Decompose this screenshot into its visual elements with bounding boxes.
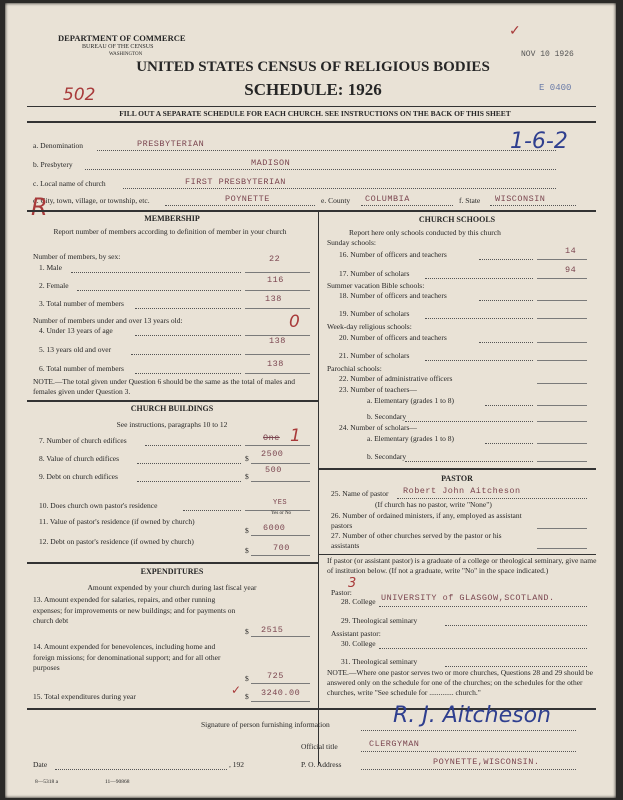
- signature-label: Signature of person furnishing information: [201, 720, 330, 729]
- q9-dollar: $: [245, 472, 249, 481]
- q4-value[interactable]: 0: [289, 312, 300, 332]
- q9-label: 9. Debt on church edifices: [39, 472, 118, 481]
- summer-label: Summer vacation Bible schools:: [327, 281, 425, 290]
- official-title-label: Official title: [301, 742, 338, 751]
- q28-label: 28. College: [341, 597, 376, 606]
- q17-value[interactable]: 94: [565, 265, 577, 275]
- q22-label: 22. Number of administrative officers: [339, 374, 453, 383]
- handwritten-code: 1-6-2: [510, 129, 568, 154]
- denomination-label: a. Denomination: [33, 141, 83, 150]
- q1-value[interactable]: 22: [269, 254, 281, 264]
- pastor-sub-label: Pastor:: [331, 588, 352, 597]
- q25-hint: (If church has no pastor, write "None"): [375, 500, 492, 509]
- po-address-value[interactable]: POYNETTE,WISCONSIN.: [433, 757, 540, 767]
- q25-label: 25. Name of pastor: [331, 489, 389, 498]
- assistant-sub-label: Assistant pastor:: [331, 629, 381, 638]
- dept-label: DEPARTMENT OF COMMERCE: [58, 33, 186, 43]
- q5-label: 5. 13 years old and over: [39, 345, 112, 354]
- county-value[interactable]: COLUMBIA: [365, 194, 410, 204]
- q8-value[interactable]: 2500: [261, 449, 284, 459]
- denomination-value[interactable]: PRESBYTERIAN: [137, 139, 205, 149]
- schools-intro: Report here only schools conducted by this church: [349, 228, 501, 237]
- q16-label: 16. Number of officers and teachers: [339, 250, 447, 259]
- expenditures-intro: Amount expended by your church during last fiscal year: [87, 583, 257, 592]
- q17-label: 17. Number of scholars: [339, 269, 410, 278]
- age-intro: Number of members under and over 13 years old:: [33, 316, 183, 325]
- q10-value[interactable]: YES: [273, 499, 288, 507]
- form-code: 8—5318 a: [35, 779, 59, 785]
- by-sex-label: Number of members, by sex:: [33, 252, 121, 261]
- q20-label: 20. Number of officers and teachers: [339, 333, 447, 342]
- q4-label: 4. Under 13 years of age: [39, 326, 113, 335]
- q29-label: 29. Theological seminary: [341, 616, 418, 625]
- q2-label: 2. Female: [39, 281, 69, 290]
- state-value[interactable]: WISCONSIN: [495, 194, 546, 204]
- q3-value[interactable]: 138: [265, 294, 282, 304]
- q11-label: 11. Value of pastor's residence (if owned by church): [39, 517, 195, 526]
- q10-hint: Yes or No: [271, 511, 292, 516]
- q25-value[interactable]: Robert John Aitcheson: [403, 486, 521, 496]
- membership-intro: Report number of members according to definition of member in your church: [53, 227, 287, 236]
- q26-label: 26. Number of ordained ministers, if any, employed as assistant pastors: [331, 511, 522, 530]
- q7-label: 7. Number of church edifices: [39, 436, 127, 445]
- membership-title: MEMBERSHIP: [144, 214, 200, 223]
- q23b-label: b. Secondary: [367, 412, 407, 421]
- membership-note: NOTE.—The total given under Question 6 should be the same as the total of males and females given under Question 3.: [33, 377, 296, 396]
- q2-value[interactable]: 116: [267, 275, 284, 285]
- q13-label: 13. Amount expended for salaries, repairs, and other running expenses; for improvements or new buildings; and for payments on church debt: [33, 595, 236, 625]
- q16-value[interactable]: 14: [565, 246, 577, 256]
- q27-label: 27. Number of other churches served by the pastor or his assistants: [331, 531, 502, 550]
- q8-label: 8. Value of church edifices: [39, 454, 120, 463]
- q10-label: 10. Does church own pastor's residence: [39, 501, 158, 510]
- q13-value[interactable]: 2515: [261, 625, 284, 635]
- handwritten-number: 502: [63, 85, 96, 105]
- q14-value[interactable]: 725: [267, 671, 284, 681]
- q8-dollar: $: [245, 454, 249, 463]
- check-mark-icon: ✓: [509, 24, 521, 39]
- q27-value[interactable]: 3: [348, 576, 357, 591]
- q14-label: 14. Amount expended for benevolences, including home and foreign missions; for denominational support; and for all other purposes: [33, 642, 221, 672]
- page-title: UNITED STATES CENSUS OF RELIGIOUS BODIES: [136, 59, 490, 75]
- date-label: Date: [33, 760, 48, 769]
- date-year: , 192: [229, 760, 244, 769]
- page-subtitle: SCHEDULE: 1926: [244, 80, 382, 99]
- q3-label: 3. Total number of members: [39, 299, 124, 308]
- presbytery-value[interactable]: MADISON: [251, 158, 291, 168]
- official-title-value[interactable]: CLERGYMAN: [369, 739, 420, 749]
- instruction-banner: FILL OUT A SEPARATE SCHEDULE FOR EACH CHURCH. SEE INSTRUCTIONS ON THE BACK OF THIS SHEET: [119, 109, 511, 118]
- city-value[interactable]: POYNETTE: [225, 194, 270, 204]
- q23a-label: a. Elementary (grades 1 to 8): [367, 396, 455, 405]
- pastor-title: PASTOR: [441, 474, 473, 483]
- q7-hand-value: 1: [290, 426, 301, 446]
- expenditures-title: EXPENDITURES: [140, 567, 204, 576]
- buildings-intro: See instructions, paragraphs 10 to 12: [116, 420, 228, 429]
- q24b-label: b. Secondary: [367, 452, 407, 461]
- q30-label: 30. College: [341, 639, 376, 648]
- q6-value[interactable]: 138: [267, 359, 284, 369]
- weekday-label: Week-day religious schools:: [327, 322, 412, 331]
- graduate-note: If pastor (or assistant pastor) is a graduate of a college or theological seminary, give name of institution below. (If not a graduate, write "No" in the space indicated.): [327, 556, 597, 575]
- pastor-note: NOTE.—Where one pastor serves two or more churches, Questions 28 and 29 should be answered only on the schedule for one of the churches; on the schedules for the other churches, write "See schedule for ............. church.": [327, 668, 593, 697]
- parochial-label: Parochial schools:: [327, 364, 382, 373]
- check-mark-icon: ✓: [231, 683, 242, 697]
- buildings-title: CHURCH BUILDINGS: [130, 404, 214, 413]
- stamp-code: E 0400: [539, 83, 572, 93]
- po-address-label: P. O. Address: [301, 760, 342, 769]
- q24a-label: a. Elementary (grades 1 to 8): [367, 434, 455, 443]
- margin-mark: R: [31, 193, 48, 221]
- q12-dollar: $: [245, 546, 249, 555]
- schools-title: CHURCH SCHOOLS: [418, 215, 496, 224]
- state-label: f. State: [459, 196, 481, 205]
- q15-value[interactable]: 3240.00: [261, 688, 301, 698]
- q23-label: 23. Number of teachers—: [339, 385, 417, 394]
- city-label: WASHINGTON: [109, 52, 143, 57]
- q7-value[interactable]: One: [263, 433, 280, 443]
- q1-label: 1. Male: [39, 263, 62, 272]
- city-label-field: d. City, town, village, or township, etc.: [33, 196, 150, 205]
- q19-label: 19. Number of scholars: [339, 309, 410, 318]
- county-label: e. County: [321, 196, 351, 205]
- q15-label: 15. Total expenditures during year: [33, 692, 136, 701]
- q31-label: 31. Theological seminary: [341, 657, 418, 666]
- q21-label: 21. Number of scholars: [339, 351, 410, 360]
- church-name-value[interactable]: FIRST PRESBYTERIAN: [185, 177, 286, 187]
- signature-value[interactable]: R. J. Aitcheson: [393, 703, 551, 728]
- q9-value[interactable]: 500: [265, 465, 282, 475]
- q13-dollar: $: [245, 627, 249, 636]
- presbytery-label: b. Presbytery: [33, 160, 73, 169]
- census-schedule-page: [5, 3, 616, 798]
- q28-value[interactable]: UNIVERSITY of GLASGOW,SCOTLAND.: [381, 593, 555, 603]
- q11-dollar: $: [245, 526, 249, 535]
- q6-label: 6. Total number of members: [39, 364, 124, 373]
- print-code: 11—90868: [105, 779, 130, 785]
- q11-value[interactable]: 6000: [263, 523, 286, 533]
- q12-value[interactable]: 700: [273, 543, 290, 553]
- q5-value[interactable]: 138: [269, 336, 286, 346]
- sunday-label: Sunday schools:: [327, 238, 376, 247]
- q18-label: 18. Number of officers and teachers: [339, 291, 447, 300]
- q14-dollar: $: [245, 674, 249, 683]
- q12-label: 12. Debt on pastor's residence (if owned by church): [39, 537, 194, 546]
- bureau-label: BUREAU OF THE CENSUS: [82, 44, 154, 50]
- church-name-label: c. Local name of church: [33, 179, 106, 188]
- received-stamp: NOV 10 1926: [521, 50, 574, 59]
- q15-dollar: $: [245, 692, 249, 701]
- q24-label: 24. Number of scholars—: [339, 423, 417, 432]
